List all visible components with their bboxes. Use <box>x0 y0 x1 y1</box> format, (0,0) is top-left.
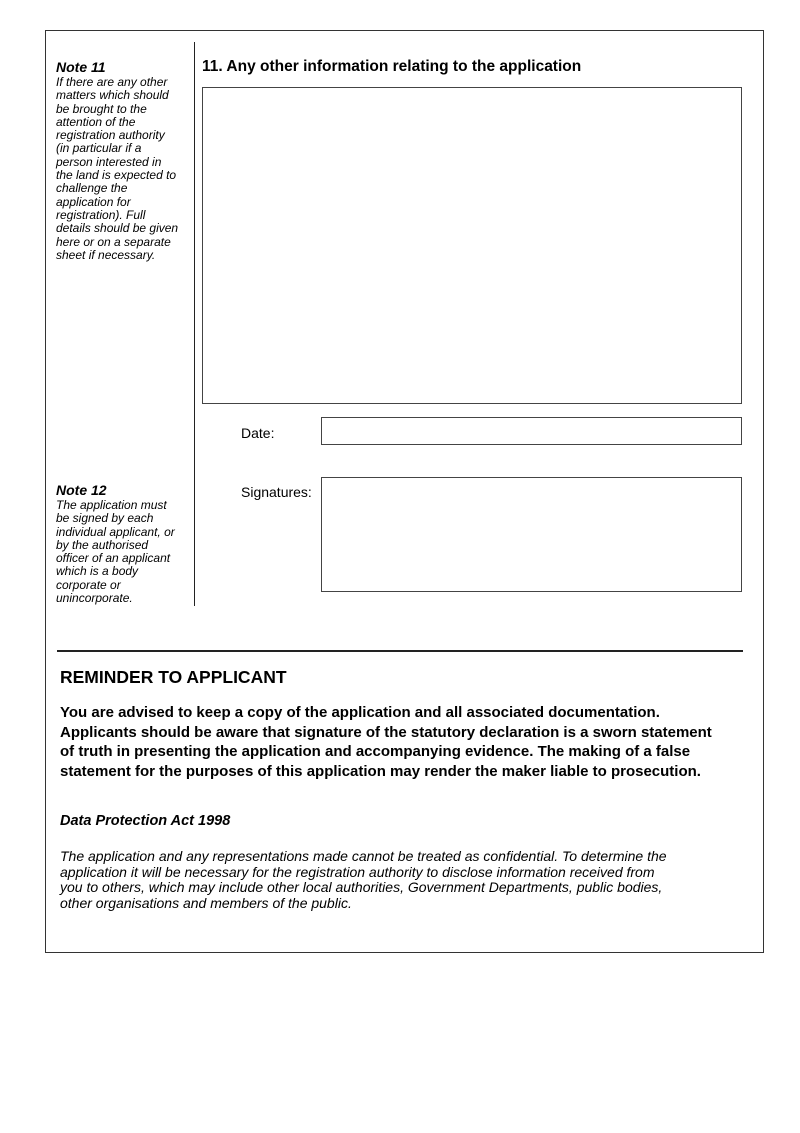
note-line: challenge the <box>56 181 128 196</box>
section-11-title: 11. Any other information relating to the application <box>202 58 582 75</box>
note-line: here or on a separate <box>56 234 171 249</box>
note-line: sheet if necessary. <box>56 247 156 262</box>
note-line: which is a body <box>56 564 139 579</box>
note-11-body <box>56 76 193 262</box>
section-divider <box>57 650 743 652</box>
note-12-title: Note 12 <box>56 482 107 498</box>
note-line: registration). Full <box>56 207 146 222</box>
note-line: be signed by each <box>56 511 154 526</box>
data-protection-line: The application and any representations made cannot be treated as confidential. To determine the <box>60 848 667 864</box>
reminder-heading: REMINDER TO APPLICANT <box>60 667 287 687</box>
notes-column-divider <box>194 42 195 606</box>
note-line: officer of an applicant <box>56 551 171 566</box>
note-12-body <box>56 499 193 605</box>
note-line: individual applicant, or <box>56 524 175 539</box>
signatures-label: Signatures: <box>241 484 312 500</box>
reminder-line: statement for the purposes of this application may render the maker liable to prosecution. <box>60 762 701 780</box>
reminder-line: of truth in presenting the application and accompanying evidence. The making of a false <box>60 743 691 760</box>
note-line: (in particular if a <box>56 141 142 156</box>
note-11-title: Note 11 <box>56 59 106 75</box>
note-line: matters which should <box>56 88 169 103</box>
date-field[interactable] <box>321 417 742 445</box>
note-line: application for <box>56 194 131 209</box>
note-line: be brought to the <box>56 101 147 116</box>
reminder-line: You are advised to keep a copy of the application and all associated documentation. <box>60 704 660 721</box>
note-line: The application must <box>56 498 167 512</box>
note-12 <box>56 482 193 605</box>
other-information-field[interactable] <box>202 87 742 404</box>
note-line: person interested in <box>56 154 162 169</box>
reminder-line: Applicants should be aware that signature of the statutory declaration is a sworn statement <box>60 723 712 741</box>
note-line: unincorporate. <box>56 591 133 606</box>
date-label: Date: <box>241 425 275 441</box>
data-protection-heading: Data Protection Act 1998 <box>60 813 231 829</box>
note-line: attention of the <box>56 114 136 129</box>
data-protection-line: application it will be necessary for the registration authority to disclose information received from <box>60 863 655 880</box>
note-line: corporate or <box>56 577 121 592</box>
reminder-text <box>60 703 765 781</box>
note-11 <box>56 59 193 262</box>
data-protection-line: you to others, which may include other local authorities, Government Departments, public bodies, <box>60 879 663 895</box>
note-line: registration authority <box>56 128 165 143</box>
note-line: details should be given <box>56 221 179 236</box>
note-line: by the authorised <box>56 537 149 552</box>
note-line: If there are any other <box>56 75 168 89</box>
data-protection-text <box>60 849 760 911</box>
signatures-field[interactable] <box>321 477 742 592</box>
data-protection-line: other organisations and members of the public. <box>60 894 352 911</box>
note-line: the land is expected to <box>56 168 177 183</box>
